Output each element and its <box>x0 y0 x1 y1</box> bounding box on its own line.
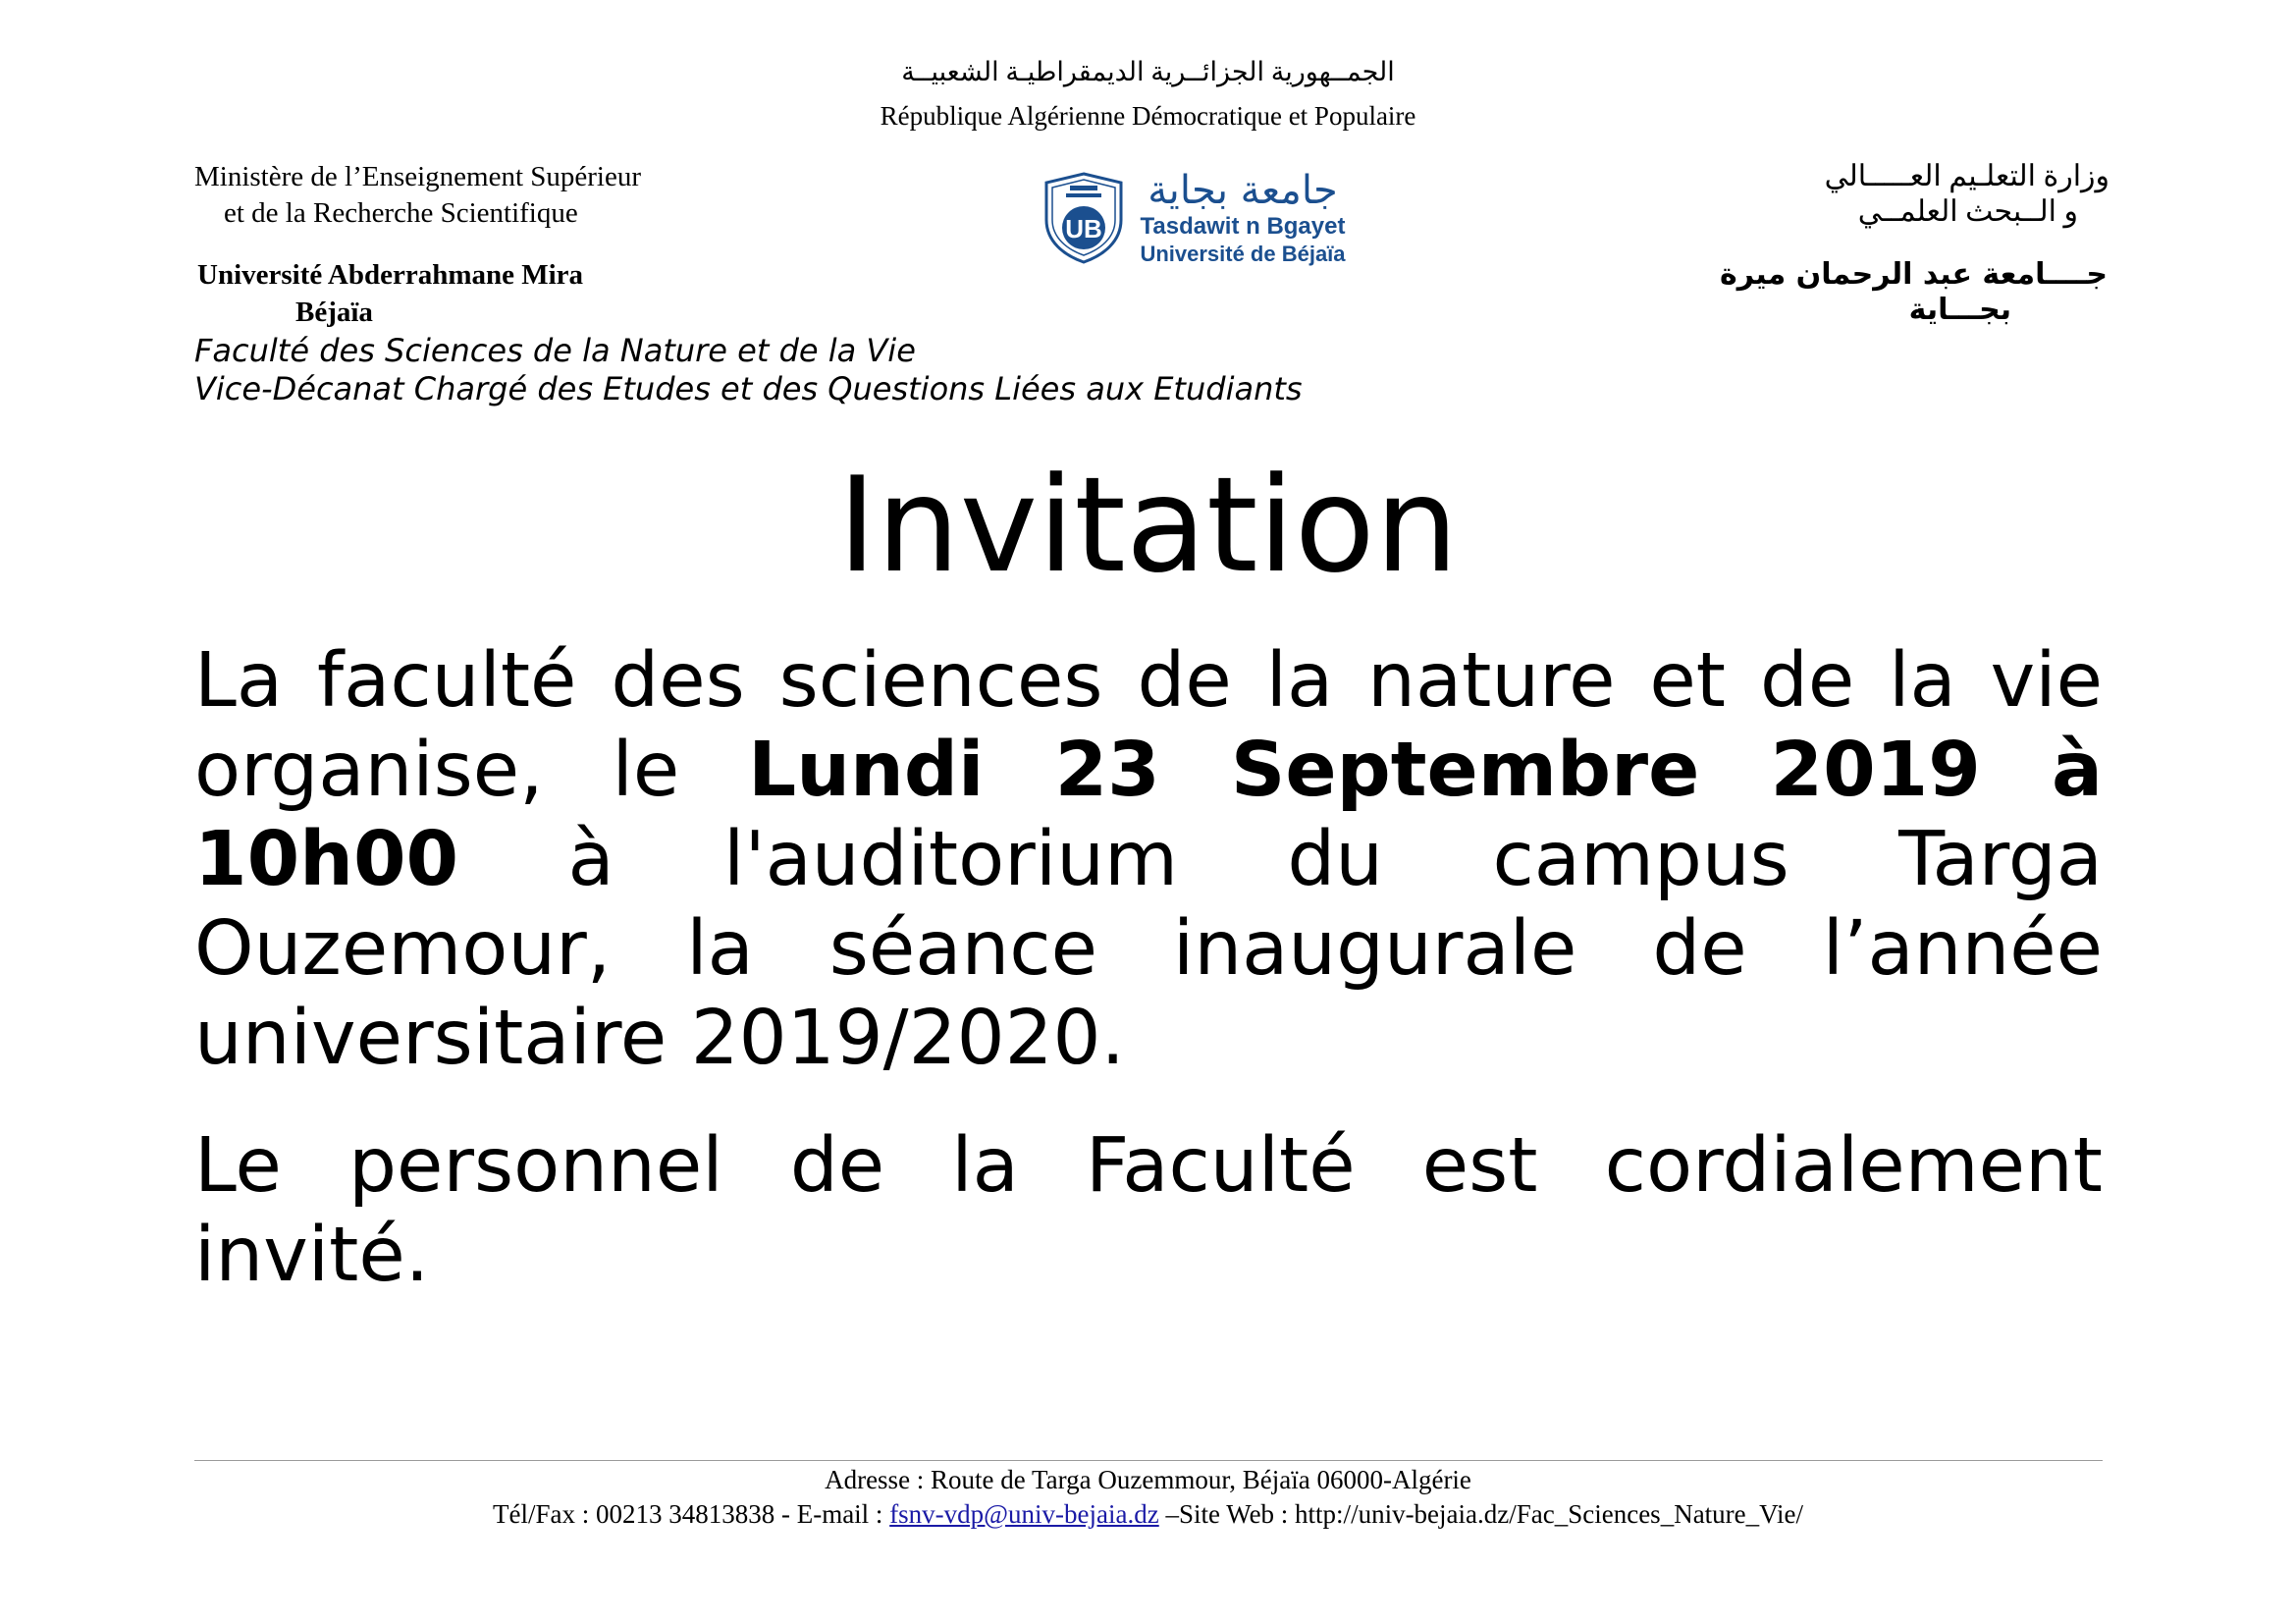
header-arabic-republic: الجمــهورية الجزائــرية الديمقراطيـة الشعبيــة <box>901 57 1395 86</box>
arabic-ministry-line-1: وزارة التعلـيم العـــــالي <box>1824 160 2109 192</box>
logo-tamazight-text: Tasdawit n Bgayet <box>1140 213 1346 240</box>
footer-phone-text: Tél/Fax : 00213 34813838 - E-mail : <box>492 1499 890 1529</box>
ministry-line-2: et de la Recherche Scientifique <box>224 197 578 229</box>
logo-french-text: Université de Béjaïa <box>1140 242 1346 266</box>
page-title: Invitation <box>837 449 1459 602</box>
email-link[interactable]: fsnv-vdp@univ-bejaia.dz <box>889 1499 1159 1529</box>
footer-website-text: –Site Web : http://univ-bejaia.dz/Fac_Sciences_Nature_Vie/ <box>1158 1499 1804 1529</box>
emblem-letters: UB <box>1065 214 1102 243</box>
footer-address: Adresse : Route de Targa Ouzemmour, Béjaïa 06000-Algérie <box>825 1465 1471 1494</box>
paragraph-text-end: à l'auditorium du campus Targa Ouzemour, la séance inaugurale de l’année universitaire 2019/2020. <box>194 816 2103 1082</box>
faculty-name: Faculté des Sciences de la Nature et de la Vie <box>194 332 916 369</box>
university-city: Béjaïa <box>295 297 373 328</box>
header-french-republic: République Algérienne Démocratique et Populaire <box>880 101 1416 131</box>
university-logo <box>1042 168 1347 269</box>
staff-invitation-paragraph: Le personnel de la Faculté est cordialement invité. <box>194 1122 2103 1299</box>
paragraph-text-start: La faculté des sciences de la nature et de la vie organise, le <box>194 637 2103 814</box>
logo-arabic-text: جامعة بجاية <box>1148 168 1338 213</box>
invitation-paragraph <box>194 636 2103 1083</box>
arabic-ministry-line-2: و الــبحث العلمــي <box>1857 195 2078 228</box>
university-emblem-icon <box>1042 171 1125 265</box>
arabic-university-name: جــــامعة عبد الرحمان ميرة <box>1719 257 2108 292</box>
university-name: Université Abderrahmane Mira <box>197 259 584 291</box>
footer-divider <box>194 1460 2103 1461</box>
arabic-university-city: بجـــاية <box>1908 293 2011 327</box>
footer-contact <box>0 1499 2296 1530</box>
vice-decanat-name: Vice-Décanat Chargé des Etudes et des Questions Liées aux Etudiants <box>194 370 1303 407</box>
ministry-line-1: Ministère de l’Enseignement Supérieur <box>194 161 642 192</box>
event-date-time: Lundi 23 Septembre 2019 à 10h00 <box>194 727 2103 903</box>
